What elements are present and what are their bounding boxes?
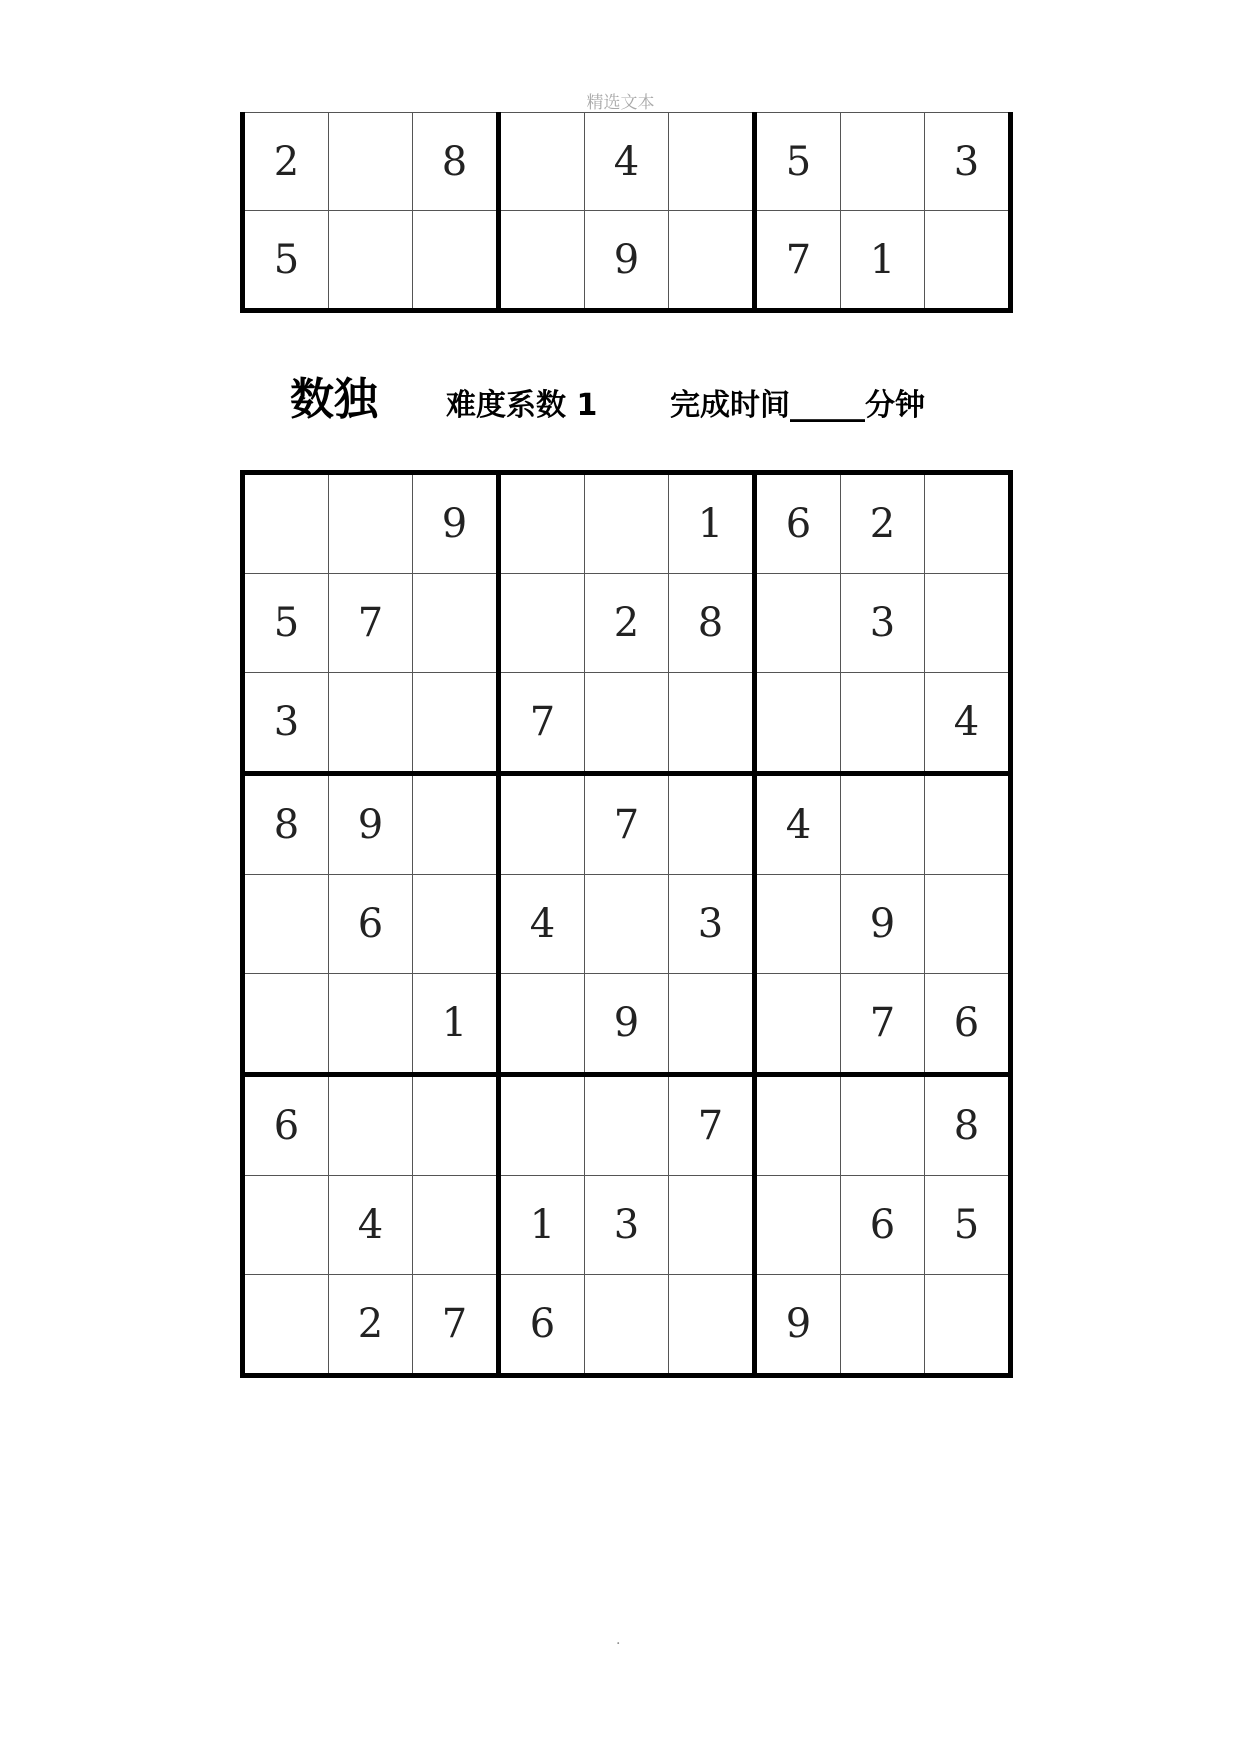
grid-cell: 7 [499, 673, 585, 774]
grid-cell [669, 974, 755, 1075]
grid-cell: 8 [925, 1075, 1011, 1176]
grid-cell [413, 875, 499, 974]
grid-row [243, 974, 1011, 1075]
grid-cell: 3 [841, 574, 925, 673]
grid-cell [669, 673, 755, 774]
grid-cell: 9 [755, 1275, 841, 1376]
grid-cell: 7 [755, 211, 841, 311]
page-header: 精选文本 [586, 93, 655, 113]
grid-cell [499, 211, 585, 311]
grid-cell: 9 [413, 473, 499, 574]
grid-cell [669, 1275, 755, 1376]
grid-cell [329, 113, 413, 211]
grid-cell: 7 [413, 1275, 499, 1376]
grid-cell: 8 [243, 774, 329, 875]
grid-cell [413, 1075, 499, 1176]
page-footer: . [616, 1632, 621, 1648]
grid-cell: 8 [669, 574, 755, 673]
grid-cell [585, 875, 669, 974]
grid-cell [243, 1275, 329, 1376]
grid-cell: 6 [499, 1275, 585, 1376]
grid-cell: 1 [669, 473, 755, 574]
grid-cell: 5 [755, 113, 841, 211]
grid-cell [585, 1275, 669, 1376]
grid-cell [243, 473, 329, 574]
grid-cell [755, 1075, 841, 1176]
sudoku-grid-partial [240, 112, 1013, 313]
puzzle-title: 数独 [290, 374, 378, 425]
grid-cell [499, 1075, 585, 1176]
grid-cell: 7 [841, 974, 925, 1075]
grid-cell [669, 113, 755, 211]
grid-cell [243, 875, 329, 974]
grid-cell [841, 1275, 925, 1376]
grid-cell [329, 473, 413, 574]
grid-cell: 6 [925, 974, 1011, 1075]
grid-cell [925, 574, 1011, 673]
grid-cell: 6 [755, 473, 841, 574]
grid-cell [755, 1176, 841, 1275]
grid-cell: 3 [243, 673, 329, 774]
grid-cell: 9 [329, 774, 413, 875]
grid-cell: 3 [669, 875, 755, 974]
grid-cell: 1 [499, 1176, 585, 1275]
puzzle-title-row [0, 370, 1241, 430]
grid-cell [585, 1075, 669, 1176]
grid-cell: 5 [925, 1176, 1011, 1275]
grid-cell: 3 [585, 1176, 669, 1275]
grid-cell: 2 [329, 1275, 413, 1376]
grid-cell: 4 [499, 875, 585, 974]
grid-cell [669, 211, 755, 311]
grid-cell [585, 673, 669, 774]
grid-cell: 4 [329, 1176, 413, 1275]
grid-cell [329, 974, 413, 1075]
grid-cell [499, 774, 585, 875]
grid-cell [413, 574, 499, 673]
grid-cell [243, 1176, 329, 1275]
grid-row [243, 113, 1011, 211]
grid-cell: 2 [841, 473, 925, 574]
grid-cell [669, 774, 755, 875]
completion-time-label: 完成时间_____分钟 [670, 388, 925, 423]
grid-cell [413, 1176, 499, 1275]
grid-cell [413, 211, 499, 311]
grid-row [243, 1176, 1011, 1275]
grid-cell: 5 [243, 211, 329, 311]
grid-cell [841, 1075, 925, 1176]
grid-cell [925, 473, 1011, 574]
grid-cell [329, 673, 413, 774]
grid-cell [841, 673, 925, 774]
grid-cell [925, 774, 1011, 875]
grid-cell [413, 774, 499, 875]
grid-cell [585, 473, 669, 574]
grid-cell [925, 1275, 1011, 1376]
grid-cell [499, 574, 585, 673]
grid-cell: 1 [413, 974, 499, 1075]
grid-cell: 2 [585, 574, 669, 673]
grid-cell: 6 [243, 1075, 329, 1176]
grid-cell [755, 673, 841, 774]
grid-cell: 5 [243, 574, 329, 673]
grid-cell: 6 [329, 875, 413, 974]
grid-row [243, 875, 1011, 974]
grid-cell [329, 1075, 413, 1176]
grid-cell [841, 774, 925, 875]
grid-cell [499, 974, 585, 1075]
difficulty-label: 难度系数 1 [446, 388, 598, 423]
grid-row [243, 574, 1011, 673]
grid-cell [413, 673, 499, 774]
grid-cell: 1 [841, 211, 925, 311]
grid-row [243, 774, 1011, 875]
grid-cell [499, 113, 585, 211]
sudoku-grid [240, 470, 1013, 1378]
grid-cell: 2 [243, 113, 329, 211]
grid-cell: 9 [585, 974, 669, 1075]
grid-row [243, 473, 1011, 574]
grid-cell [499, 473, 585, 574]
grid-cell: 4 [755, 774, 841, 875]
grid-cell [755, 875, 841, 974]
grid-cell: 4 [585, 113, 669, 211]
grid-cell: 4 [925, 673, 1011, 774]
grid-row [243, 1275, 1011, 1376]
grid-cell: 3 [925, 113, 1011, 211]
grid-cell [841, 113, 925, 211]
grid-cell: 7 [585, 774, 669, 875]
grid-cell [755, 574, 841, 673]
grid-row [243, 673, 1011, 774]
grid-row [243, 1075, 1011, 1176]
grid-cell: 8 [413, 113, 499, 211]
grid-cell [243, 974, 329, 1075]
grid-cell: 6 [841, 1176, 925, 1275]
grid-cell: 7 [669, 1075, 755, 1176]
grid-cell [329, 211, 413, 311]
grid-cell: 7 [329, 574, 413, 673]
grid-row [243, 211, 1011, 311]
grid-cell [925, 875, 1011, 974]
grid-cell [925, 211, 1011, 311]
grid-cell [669, 1176, 755, 1275]
grid-cell: 9 [841, 875, 925, 974]
grid-cell [755, 974, 841, 1075]
grid-cell: 9 [585, 211, 669, 311]
